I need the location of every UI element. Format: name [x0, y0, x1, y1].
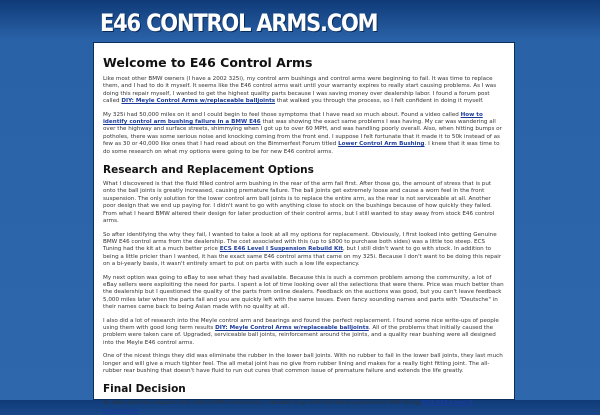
- research-text: I also did a lot of research into the Meyle control arm and bearings and found the perfect replacement. I found some nice write-ups of people using them with good long term results: [103, 317, 499, 331]
- intro-text: that walked you through the process, so I felt confident in doing it myself.: [275, 98, 484, 105]
- research-paragraph-4: [103, 318, 505, 348]
- intro-text: My 325i had 50,000 miles on it and I could begin to feel those symptoms that I have read so much about. Found a video called: [103, 111, 461, 118]
- page-title: Welcome to E46 Control Arms: [103, 55, 313, 70]
- link-ecs-level-ii-suspension[interactable]: ECS E46 Level II Suspension: [103, 400, 473, 414]
- research-paragraph-3: My next option was going to eBay to see what they had available. Because this is such a common problem among the community, a lot of eBay sellers were exploiting the need for parts. I spent a lot of time looking over all the selections that were there. Price was much better than the dealership but I questioned the quality of the parts from online dealers. Feedback on the auctions was good, but you can't leave feedback 5,000 miles later when the parts fail and you are quickly left with the same issues. Even fancy sounding names and parts with "Deutsche" in their names came back to being Asian made with no quality at all.: [103, 274, 504, 311]
- link-identify-bushing-failure[interactable]: How to identify control arm bushing failure in a BMW E46: [103, 111, 483, 126]
- site-logo[interactable]: E46 CONTROL ARMS.COM: [100, 9, 378, 37]
- research-heading: Research and Replacement Options: [103, 164, 314, 177]
- intro-text: that was showing the exact same problems I was having. My car was wandering all over the highway and surface streets, shimmying when I got up to over 60 MPH, and was handling poorly overall. Also, when hitting bumps or potholes, there was some serious noise and knocking coming from the front end. I suppose I felt fortunate that it made it to 50k instead of as few as 30 or 40,000 like ones that I had read about on the Bimmerfest Forum titled: [103, 119, 502, 148]
- final-text: So after all of the research that I did on E46 control arms, I decided to go with the Meyle system from ECS Tuning: [103, 400, 423, 407]
- site-header: [0, 0, 600, 40]
- intro-text: Like most other BMW owners (I have a 2002 325i), my control arm bushings and control arms were beginning to fail. It was time to replace them, and I had to do it myself. It seems like the E46 control arms wait until your warranty expires to really start causing problems. As I was doing this repair myself, I wanted to get the highest quality parts because I was saving money over dealership labor. I found a forum post called: [103, 76, 497, 105]
- link-diy-meyle-control-arms-2[interactable]: DIY: Meyle Control Arms w/replaceable balljoints: [215, 324, 369, 331]
- final-decision-heading: Final Decision: [103, 383, 186, 396]
- link-ecs-level-i-kit[interactable]: ECS E46 Level I Suspension Rebuild Kit: [219, 246, 343, 253]
- research-text: . All of the problems that initially caused the problem were taken care of. Upgraded, serviceable ball joints, reinforcement around the joints, and a quality rear bushing were all designed into the Meyle E46 control arms.: [103, 324, 496, 346]
- final-paragraph-1: [103, 400, 505, 415]
- intro-paragraph-1: [103, 76, 505, 106]
- research-paragraph-1: What I discovered is that the fluid filled control arm bushing in the rear of the arm fail first. After those go, the amount of stress that is put onto the ball joints is greatly increased, causing premature failure. The ball joints get extremely loose and cause a worn feel in the front suspension. The only solution for the lower control arm ball joints is to replace the entire arm, as the rear is not serviceable at all. Another poor design that we end up paying for. I didn't want to go with anything close to stock on the bushings because of how quickly they failed. From what I heard BMW altered their design for later production of their control arms, but I still wanted to stay away from stock E46 control arms.: [103, 181, 495, 225]
- link-lower-control-arm-bushing[interactable]: Lower Control Arm Bushing: [338, 141, 425, 148]
- main-content: [93, 42, 515, 414]
- research-text: So after identifying the why they fail, I wanted to take a look at all my options for replacement. Obviously, I first looked into getting Genuine BMW E46 control arms from the dealership. The cost associated with this (up to $800 to purchase both sides) was a little too steep. ECS Tuning had the kit at a much better price: [103, 231, 497, 253]
- intro-text: . I knew that it was time to do some research on what my options were going to be for new E46 control arms.: [103, 141, 500, 155]
- link-diy-meyle-control-arms[interactable]: DIY: Meyle Control Arms w/replaceable balljoints: [121, 98, 276, 105]
- intro-paragraph-2: [103, 112, 505, 156]
- research-text: , but I still didn't want to go with stock. In addition to being a little pricier than I wanted, it has the exact same E46 control arms that came on my 325i. Because I don't want to be doing this repair on a bi-yearly basis, it wasn't entirely smart to put on parts with such a low life expectancy.: [103, 246, 502, 268]
- research-paragraph-5: One of the nicest things they did was eliminate the rubber in the lower ball joints. With no rubber to fail in the lower ball joints, they last much longer and will give a much tighter feel. The all metal joint has no give from rubber lining and makes for a really tight fitting joint. The all-rubber rear bushing that doesn't have fluid to run out cures that common issue of premature failure and extends the life greatly.: [103, 353, 503, 374]
- research-paragraph-2: [103, 232, 505, 269]
